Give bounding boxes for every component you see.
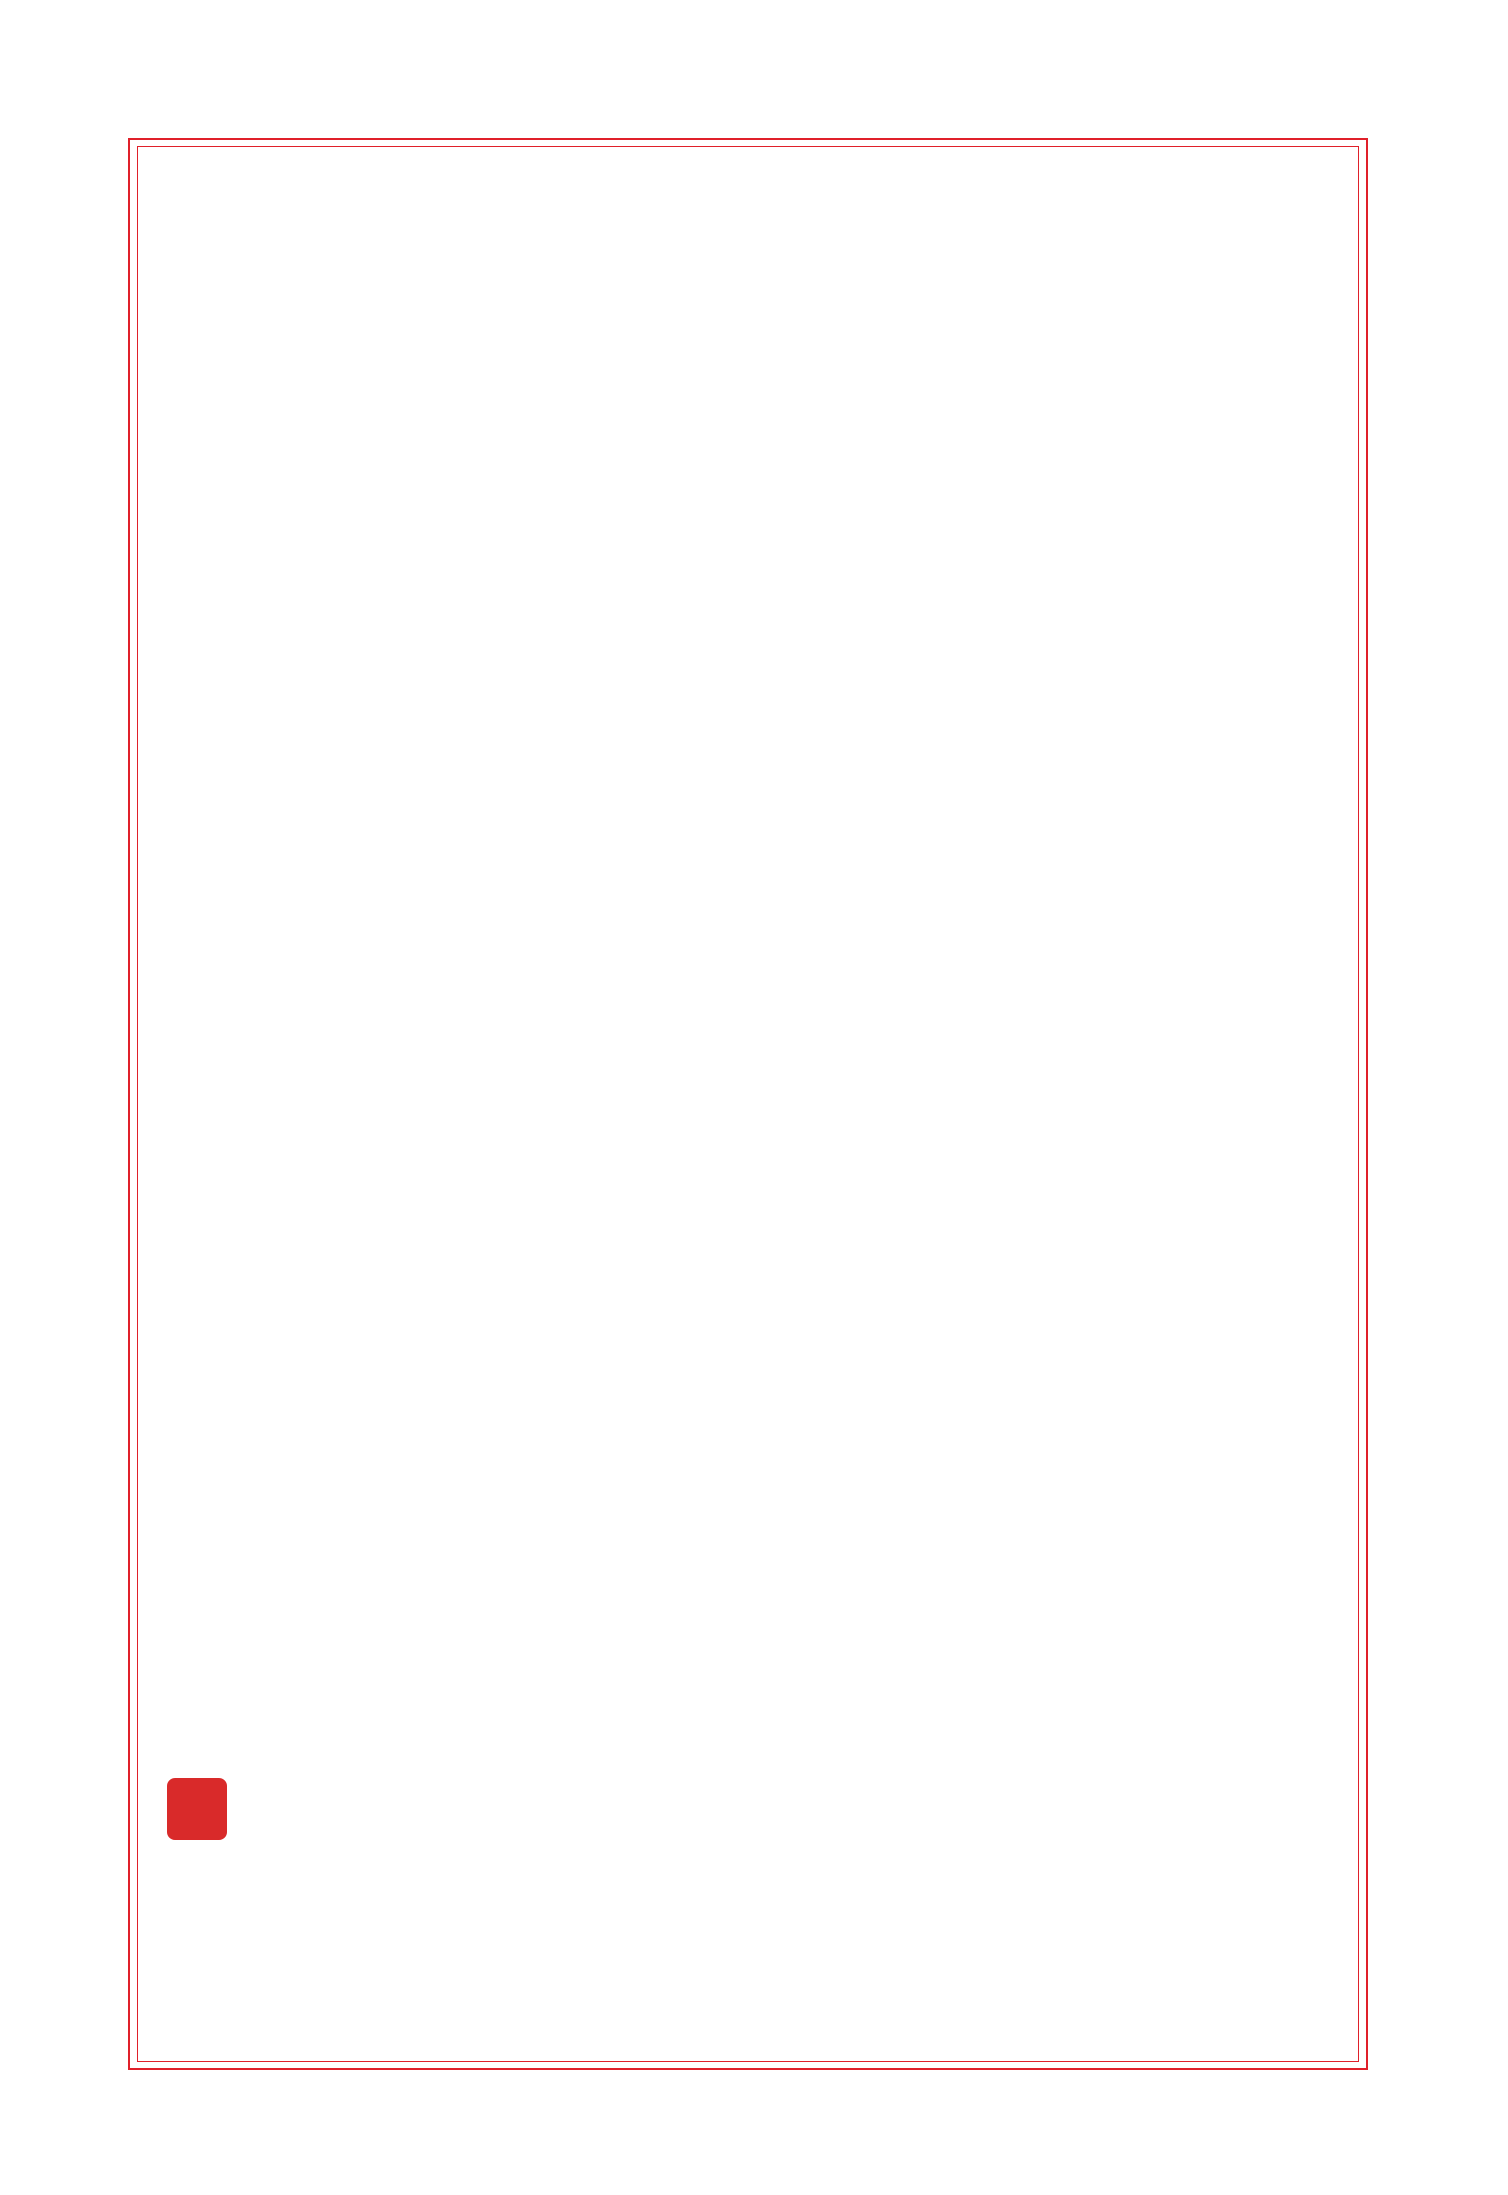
red-seal-stamp (167, 1778, 227, 1840)
